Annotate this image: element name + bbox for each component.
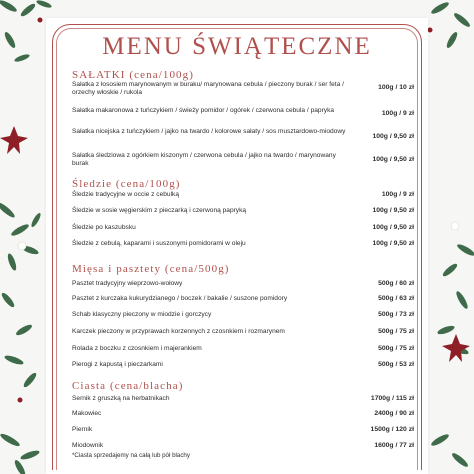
section-heading-miesa: Mięsa i pasztety (cena/500g) — [72, 263, 230, 275]
item-name: Schab klasyczny pieczony w miodzie i gorczycy — [72, 311, 212, 318]
item-price: 100g / 9 zł — [381, 110, 414, 117]
menu-title: MENU ŚWIĄTECZNE — [102, 33, 372, 60]
item-price: 100g / 9,50 zł — [372, 224, 414, 231]
item-price: 100g / 9,50 zł — [372, 133, 414, 140]
item-name: Pasztet z kurczaka kukurydzianego / boczek / bakalie / suszone pomidory — [72, 295, 288, 302]
item-price: 500g / 53 zł — [378, 361, 414, 368]
item-price: 500g / 63 zł — [378, 295, 414, 302]
item-name: Makowiec — [72, 410, 102, 417]
item-name: Sałatka makaronowa z tuńczykiem / świeży pomidor / ogórek / czerwona cebula / papryka — [72, 107, 335, 114]
item-name: Piernik — [72, 426, 93, 433]
item-name: Śledzie po kaszubsku — [72, 224, 136, 231]
menu-item — [72, 295, 414, 304]
menu-item — [72, 280, 414, 289]
item-name: Miodownik — [72, 442, 104, 449]
menu-item — [72, 191, 414, 200]
menu-item — [72, 345, 414, 354]
item-price: 1700g / 115 zł — [370, 395, 414, 402]
menu-item — [72, 395, 414, 404]
menu-item — [72, 128, 414, 144]
item-price: 1500g / 120 zł — [370, 426, 414, 433]
footnote: *Ciasta sprzedajemy na całą lub pół blachy — [72, 452, 190, 459]
item-price: 100g / 9 zł — [381, 191, 414, 198]
item-name: Sałatka nicejska z tuńczykiem / jajko na twardo / kolorowe sałaty / sos musztardowo-miodowy — [72, 128, 346, 135]
menu-item — [72, 311, 414, 320]
item-price: 500g / 60 zł — [378, 280, 414, 287]
menu-item — [72, 410, 414, 419]
item-name: Śledzie tradycyjne w occie z cebulką — [72, 191, 180, 198]
item-name: Sałatka z łososiem marynowanym w buraku/ marynowana cebula / pieczony burak / ser feta / orzechy włoskie / rukola — [72, 81, 344, 97]
item-price: 100g / 9,50 zł — [372, 207, 414, 214]
item-price: 500g / 75 zł — [378, 328, 414, 335]
item-price: 500g / 73 zł — [378, 311, 414, 318]
item-name: Śledzie w sosie węgierskim z pieczarką i czerwoną papryką — [72, 207, 247, 214]
item-price: 500g / 75 zł — [378, 345, 414, 352]
menu-item — [72, 426, 414, 435]
menu-item — [72, 107, 414, 123]
menu-item — [72, 442, 414, 451]
menu-item — [72, 240, 414, 249]
item-price: 100g / 9,50 zł — [372, 240, 414, 247]
section-heading-salatki: SAŁATKI (cena/100g) — [72, 69, 195, 81]
item-price: 2400g / 90 zł — [374, 410, 414, 417]
menu-item — [72, 224, 414, 233]
item-name: Śledzie z cebulą, kaparami i suszonymi pomidorami w oleju — [72, 240, 246, 247]
menu-item — [72, 328, 414, 337]
item-price: 1600g / 77 zł — [374, 442, 414, 449]
item-price: 100g / 9,50 zł — [372, 156, 414, 163]
menu-item — [72, 81, 414, 97]
item-name: Sernik z gruszką na herbatnikach — [72, 395, 170, 402]
item-name: Pierogi z kapustą i pieczarkami — [72, 361, 163, 368]
item-name: Pasztet tradycyjny wieprzowo-wołowy — [72, 280, 183, 287]
item-name: Karczek pieczony w przyprawach korzennych z czosnkiem i rozmarynem — [72, 328, 285, 335]
item-name: Rolada z boczku z czosnkiem i majerankiem — [72, 345, 202, 352]
menu-item — [72, 361, 414, 370]
menu-item — [72, 152, 414, 168]
section-heading-sledzie: Śledzie (cena/100g) — [72, 178, 181, 190]
item-price: 100g / 10 zł — [378, 84, 414, 91]
menu-item — [72, 207, 414, 216]
section-heading-ciasta: Ciasta (cena/blacha) — [72, 380, 184, 392]
item-name: Sałatka śledziowa z ogórkiem kiszonym / czerwona cebula / jajko na twardo / marynowany burak — [72, 152, 336, 168]
